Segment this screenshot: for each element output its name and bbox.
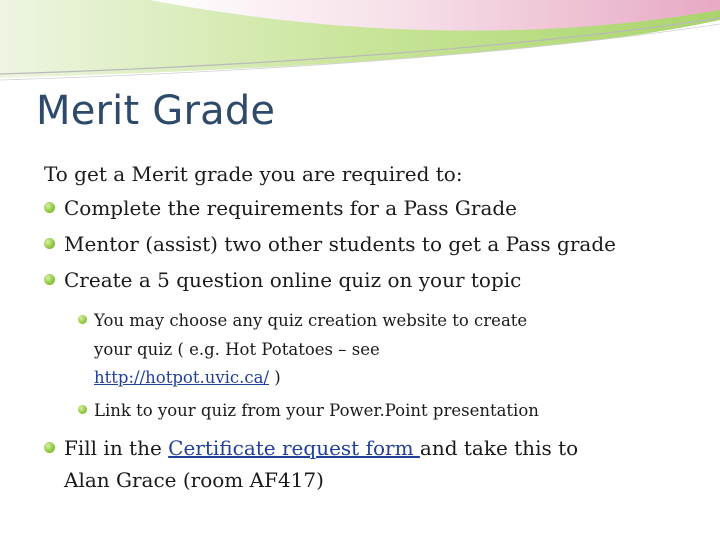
bullet-icon [44, 202, 55, 213]
bullet-text: Mentor (assist) two other students to get a Pass grade [64, 232, 616, 256]
bullet-icon [78, 405, 87, 414]
bullet-text: and take this to [419, 436, 579, 460]
bullet-item [44, 230, 616, 258]
sub-bullet-text: Link to your quiz from your Power.Point presentation [94, 401, 539, 420]
bullet-item [44, 434, 578, 462]
sub-bullet-text: You may choose any quiz creation website to create [94, 311, 528, 330]
bullet-icon [44, 442, 55, 453]
sub-bullet-item [78, 309, 527, 332]
hotpot-link[interactable]: http://hotpot.uvic.ca/ [94, 368, 270, 387]
bullet-item [44, 266, 521, 294]
bullet-text: Complete the requirements for a Pass Grade [64, 196, 518, 220]
bullet-text: Create a 5 question online quiz on your topic [64, 268, 522, 292]
bullet-continuation: Alan Grace (room AF417) [64, 468, 324, 492]
bullet-icon [44, 238, 55, 249]
sub-bullet-item [78, 399, 539, 422]
link-suffix: ) [269, 368, 281, 387]
bullet-text: Fill in the [64, 436, 169, 460]
sub-bullet-continuation: your quiz ( e.g. Hot Potatoes – see [94, 340, 380, 359]
bullet-icon [44, 274, 55, 285]
bullet-item [44, 194, 517, 222]
bullet-icon [78, 315, 87, 324]
certificate-form-link[interactable]: Certificate request form [168, 436, 420, 460]
slide-title: Merit Grade [36, 88, 276, 134]
intro-text: To get a Merit grade you are required to: [44, 162, 463, 186]
sub-bullet-continuation [94, 366, 281, 389]
header-swoosh-decoration [0, 0, 720, 90]
